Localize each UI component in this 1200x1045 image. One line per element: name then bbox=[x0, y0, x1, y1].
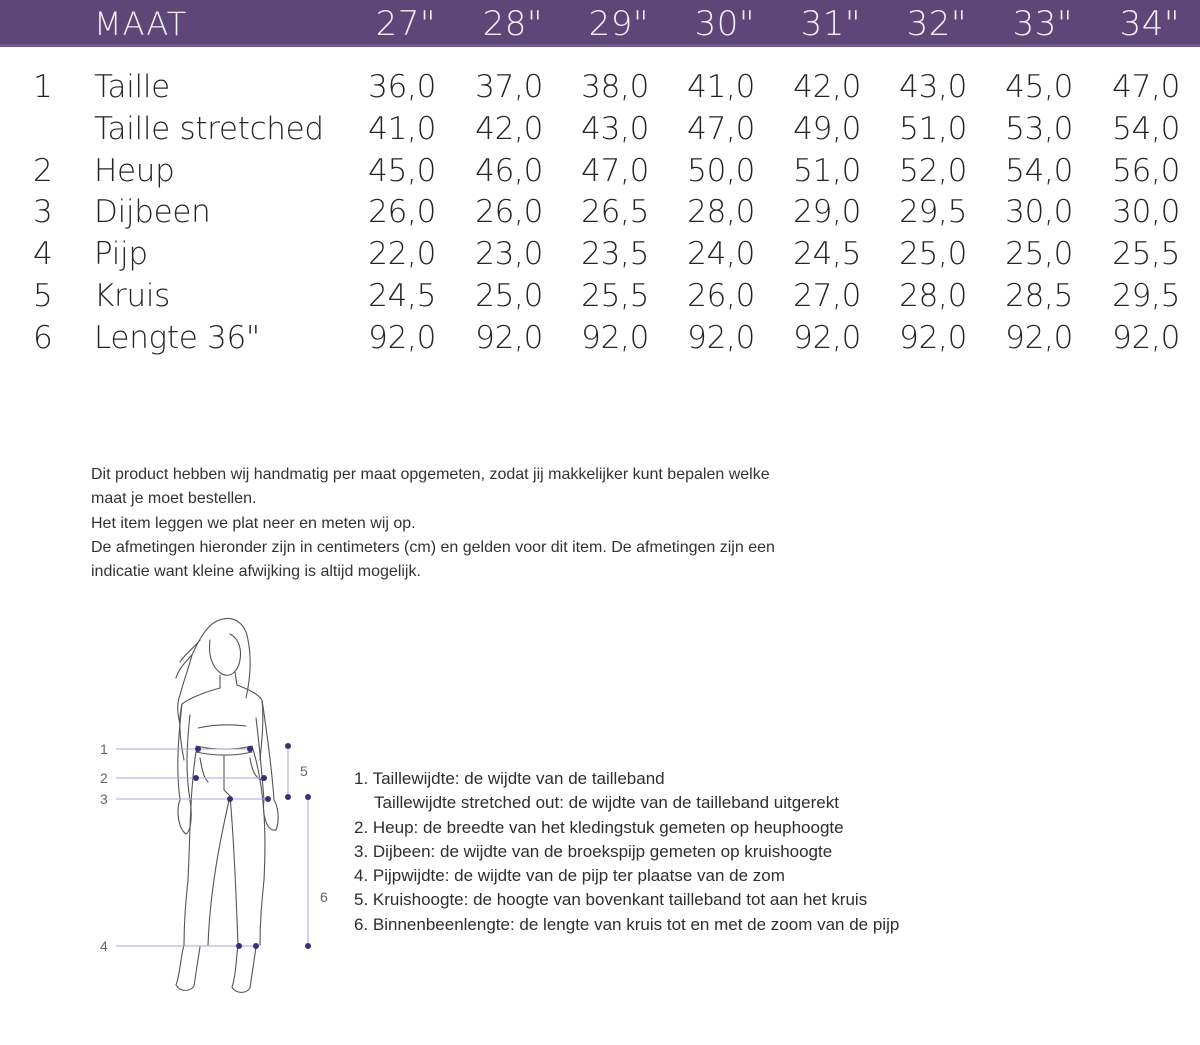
description-line: De afmetingen hieronder zijn in centimeters (cm) en gelden voor dit item. De afmetingen zijn een bbox=[91, 538, 775, 556]
legend-item-heup: 2. Heup: de breedte van het kledingstuk gemeten op heuphoogte bbox=[354, 817, 844, 837]
table-row-heup bbox=[0, 150, 1200, 192]
cell: 23,0 bbox=[475, 236, 543, 273]
cell: 92,0 bbox=[1005, 319, 1073, 356]
measurement-description bbox=[91, 463, 911, 584]
table-row-kruis bbox=[0, 275, 1200, 317]
cell: 25,0 bbox=[475, 277, 543, 314]
cell: 49,0 bbox=[793, 110, 861, 147]
marker-5: 5 bbox=[300, 763, 308, 779]
size-header-27: 27" bbox=[375, 4, 436, 44]
cell: 26,0 bbox=[475, 194, 543, 231]
legend-item-taillewijdte: 1. Taillewijdte: de wijdte van de tailleband bbox=[354, 769, 665, 788]
marker-1: 1 bbox=[100, 741, 108, 757]
cell: 47,0 bbox=[1112, 69, 1180, 105]
cell: 30,0 bbox=[1112, 194, 1180, 231]
maat-header: MAAT bbox=[94, 5, 188, 43]
cell: 25,5 bbox=[1112, 236, 1180, 273]
row-label: Pijp bbox=[94, 236, 148, 273]
cell: 43,0 bbox=[581, 110, 649, 147]
size-header-32: 32" bbox=[906, 4, 967, 44]
row-label: Taille stretched bbox=[94, 110, 324, 147]
cell: 92,0 bbox=[581, 319, 649, 356]
cell: 52,0 bbox=[899, 152, 967, 189]
cell: 42,0 bbox=[475, 110, 543, 147]
marker-3: 3 bbox=[100, 791, 108, 807]
row-label: Lengte 36" bbox=[94, 319, 260, 356]
row-label: Taille bbox=[94, 69, 170, 105]
legend-item-kruishoogte: 5. Kruishoogte: de hoogte van bovenkant tailleband tot aan het kruis bbox=[354, 890, 868, 910]
cell: 24,5 bbox=[368, 277, 436, 314]
description-line: indicatie want kleine afwijking is altijd mogelijk. bbox=[91, 563, 421, 581]
cell: 92,0 bbox=[793, 319, 861, 356]
cell: 24,5 bbox=[793, 236, 861, 273]
cell: 28,0 bbox=[687, 194, 755, 231]
size-header-28: 28" bbox=[482, 4, 543, 44]
cell: 53,0 bbox=[1005, 110, 1073, 147]
cell: 92,0 bbox=[899, 319, 967, 356]
cell: 46,0 bbox=[475, 152, 543, 189]
measurement-legend bbox=[354, 767, 974, 937]
size-header-bar bbox=[0, 0, 1200, 47]
cell: 22,0 bbox=[368, 236, 436, 273]
cell: 92,0 bbox=[1112, 319, 1180, 356]
cell: 47,0 bbox=[687, 110, 755, 147]
cell: 36,0 bbox=[368, 69, 436, 105]
size-table bbox=[0, 66, 1200, 359]
table-row-dijbeen bbox=[0, 191, 1200, 233]
woman-measurement-figure-icon bbox=[80, 600, 350, 1030]
cell: 54,0 bbox=[1112, 110, 1180, 147]
marker-6: 6 bbox=[320, 889, 328, 905]
cell: 26,0 bbox=[368, 194, 436, 231]
cell: 30,0 bbox=[1005, 194, 1073, 231]
row-number: 6 bbox=[33, 319, 53, 356]
marker-2: 2 bbox=[100, 770, 108, 786]
cell: 25,0 bbox=[899, 236, 967, 273]
cell: 38,0 bbox=[581, 69, 649, 105]
legend-item-binnenbeenlengte: 6. Binnenbeenlengte: de lengte van kruis tot en met de zoom van de pijp bbox=[354, 914, 900, 934]
legend-item-taillewijdte-stretched: Taillewijdte stretched out: de wijdte van de tailleband uitgerekt bbox=[374, 793, 839, 813]
size-header-30: 30" bbox=[694, 4, 755, 44]
cell: 28,0 bbox=[899, 277, 967, 314]
row-number: 5 bbox=[33, 277, 53, 314]
cell: 92,0 bbox=[475, 319, 543, 356]
cell: 56,0 bbox=[1112, 152, 1180, 189]
cell: 92,0 bbox=[368, 319, 436, 356]
row-label: Heup bbox=[94, 152, 175, 189]
cell: 43,0 bbox=[899, 69, 967, 105]
description-line: maat je moet bestellen. bbox=[91, 490, 257, 508]
cell: 29,5 bbox=[1112, 277, 1180, 314]
table-row-taille-stretched bbox=[0, 108, 1200, 150]
legend-item-pijpwijdte: 4. Pijpwijdte: de wijdte van de pijp ter plaatse van de zom bbox=[354, 866, 785, 886]
row-number: 2 bbox=[33, 152, 53, 189]
cell: 29,5 bbox=[899, 194, 967, 231]
cell: 50,0 bbox=[687, 152, 755, 189]
cell: 41,0 bbox=[368, 110, 436, 147]
cell: 24,0 bbox=[687, 236, 755, 273]
cell: 29,0 bbox=[793, 194, 861, 231]
table-row-pijp bbox=[0, 233, 1200, 275]
cell: 26,5 bbox=[581, 194, 649, 231]
size-header-29: 29" bbox=[588, 4, 649, 44]
cell: 45,0 bbox=[1005, 69, 1073, 105]
size-header-34: 34" bbox=[1119, 4, 1180, 44]
cell: 92,0 bbox=[687, 319, 755, 356]
cell: 37,0 bbox=[475, 69, 543, 105]
cell: 42,0 bbox=[793, 69, 861, 105]
cell: 51,0 bbox=[793, 152, 861, 189]
row-label: Kruis bbox=[94, 277, 170, 314]
cell: 25,0 bbox=[1005, 236, 1073, 273]
cell: 45,0 bbox=[368, 152, 436, 189]
cell: 23,5 bbox=[581, 236, 649, 273]
row-label: Dijbeen bbox=[94, 194, 211, 231]
legend-item-dijbeen: 3. Dijbeen: de wijdte van de broekspijp gemeten op kruishoogte bbox=[354, 841, 833, 861]
cell: 26,0 bbox=[687, 277, 755, 314]
table-row-lengte bbox=[0, 317, 1200, 359]
cell: 41,0 bbox=[687, 69, 755, 105]
row-number: 1 bbox=[33, 69, 53, 105]
cell: 51,0 bbox=[899, 110, 967, 147]
table-row-taille bbox=[0, 66, 1200, 108]
size-header-31: 31" bbox=[800, 4, 861, 44]
description-line: Dit product hebben wij handmatig per maat opgemeten, zodat jij makkelijker kunt bepalen welke bbox=[91, 466, 770, 483]
cell: 25,5 bbox=[581, 277, 649, 314]
description-line: Het item leggen we plat neer en meten wij op. bbox=[91, 514, 416, 532]
cell: 47,0 bbox=[581, 152, 649, 189]
size-header-33: 33" bbox=[1012, 4, 1073, 44]
cell: 27,0 bbox=[793, 277, 861, 314]
cell: 54,0 bbox=[1005, 152, 1073, 189]
marker-4: 4 bbox=[100, 938, 108, 954]
row-number: 3 bbox=[33, 194, 53, 231]
cell: 28,5 bbox=[1005, 277, 1073, 314]
row-number: 4 bbox=[33, 236, 53, 273]
